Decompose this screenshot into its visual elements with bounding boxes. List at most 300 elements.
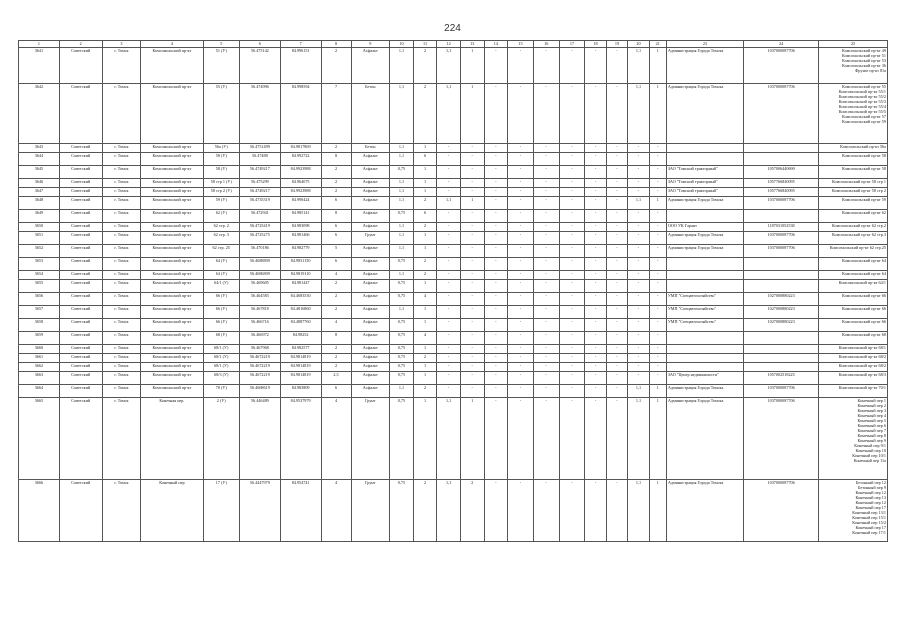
- owner-cell: [666, 271, 743, 280]
- table-cell: 3662: [19, 363, 60, 372]
- table-cell: 1037000087706: [744, 84, 819, 144]
- table-cell: -: [484, 372, 508, 385]
- table-cell: -: [437, 385, 461, 398]
- table-cell: Асфальт: [351, 48, 390, 84]
- table-cell: -: [460, 319, 484, 332]
- table-cell: Комсомольский пр-кт: [141, 210, 203, 223]
- table-cell: -: [606, 372, 627, 385]
- table-cell: 51 (У): [203, 48, 239, 84]
- table-cell: 62 стр. 3: [203, 232, 239, 245]
- table-cell: г. Томск: [102, 480, 141, 542]
- table-cell: 84.9923988: [280, 188, 321, 197]
- table-cell: -: [460, 210, 484, 223]
- owner-cell: Администрация Города Томска: [666, 84, 743, 144]
- table-cell: -: [585, 385, 606, 398]
- table-cell: г. Томск: [102, 210, 141, 223]
- table-cell: Комсомольский пр-кт: [141, 271, 203, 280]
- owner-cell: [666, 354, 743, 363]
- table-cell: -: [460, 372, 484, 385]
- table-cell: 1,1: [437, 197, 461, 210]
- table-cell: -: [484, 306, 508, 319]
- table-cell: -: [533, 166, 559, 179]
- table-cell: 84.981447: [280, 280, 321, 293]
- table-cell: г. Томск: [102, 166, 141, 179]
- table-cell: 84.9817869: [280, 144, 321, 153]
- table-cell: 56.4672219: [239, 363, 280, 372]
- table-cell: -: [559, 179, 585, 188]
- table-cell: 1,1: [390, 84, 414, 144]
- register-body: [19, 48, 888, 542]
- table-cell: 56.4751499: [239, 144, 280, 153]
- table-cell: 1037000087706: [744, 48, 819, 84]
- table-cell: 3648: [19, 197, 60, 210]
- table-cell: Асфальт: [351, 372, 390, 385]
- table-cell: -: [606, 398, 627, 480]
- table-cell: 1057002518225: [744, 372, 819, 385]
- table-cell: Комсомольский пр-кт: [141, 188, 203, 197]
- table-cell: 56.446489: [239, 398, 280, 480]
- table-cell: Комсомольский пр-кт: [141, 84, 203, 144]
- table-cell: -: [559, 166, 585, 179]
- table-cell: -: [606, 306, 627, 319]
- table-cell: 0,75: [390, 372, 414, 385]
- table-cell: 1: [413, 306, 437, 319]
- table-cell: Советский: [59, 188, 102, 197]
- table-cell: 2: [321, 363, 351, 372]
- table-cell: 1037000087706: [744, 197, 819, 210]
- table-cell: -: [585, 179, 606, 188]
- table-cell: -: [628, 271, 649, 280]
- table-cell: 56.470186: [239, 245, 280, 258]
- table-cell: -: [628, 245, 649, 258]
- table-cell: -: [628, 293, 649, 306]
- table-cell: -: [460, 166, 484, 179]
- table-row: [19, 210, 888, 223]
- table-cell: 2: [460, 480, 484, 542]
- table-cell: -: [533, 480, 559, 542]
- table-cell: Асфальт: [351, 345, 390, 354]
- table-cell: -: [484, 319, 508, 332]
- table-cell: 7: [321, 84, 351, 144]
- table-cell: -: [484, 48, 508, 84]
- table-cell: -: [508, 188, 534, 197]
- table-cell: 0,75: [390, 280, 414, 293]
- table-cell: 1027000880223: [744, 306, 819, 319]
- table-cell: 1: [413, 398, 437, 480]
- address-line: Конечный пер 2: [857, 403, 886, 408]
- table-cell: Асфальт: [351, 271, 390, 280]
- table-cell: -: [628, 280, 649, 293]
- table-cell: Асфальт: [351, 188, 390, 197]
- table-cell: -: [606, 48, 627, 84]
- table-cell: -: [508, 372, 534, 385]
- owner-cell: ЗАО "Томский тракторный": [666, 188, 743, 197]
- table-cell: Советский: [59, 197, 102, 210]
- table-cell: -: [508, 354, 534, 363]
- table-cell: -: [508, 271, 534, 280]
- table-cell: 2: [413, 48, 437, 84]
- table-cell: Советский: [59, 223, 102, 232]
- table-cell: -: [437, 332, 461, 345]
- table-cell: -: [437, 354, 461, 363]
- table-row: [19, 48, 888, 84]
- owner-cell: Администрация Города Томска: [666, 197, 743, 210]
- table-cell: 56.4749217: [239, 166, 280, 179]
- table-cell: 0,75: [390, 354, 414, 363]
- table-cell: 84.983809: [280, 385, 321, 398]
- address-list-cell: [819, 232, 888, 245]
- table-cell: -: [508, 144, 534, 153]
- table-cell: Асфальт: [351, 210, 390, 223]
- table-cell: -: [585, 166, 606, 179]
- table-cell: 1: [460, 84, 484, 144]
- table-cell: Комсомольский пр-кт: [141, 153, 203, 166]
- table-cell: 1,1: [390, 232, 414, 245]
- table-cell: -: [437, 144, 461, 153]
- table-cell: Комсомольский пр-кт: [141, 179, 203, 188]
- address-line: Комсомольский пр-кт 59: [841, 119, 886, 124]
- address-line: Комсомольский пр-кт 68/1: [838, 345, 886, 350]
- table-cell: -: [628, 188, 649, 197]
- table-cell: -: [437, 280, 461, 293]
- table-row: [19, 232, 888, 245]
- table-cell: 1: [649, 84, 666, 144]
- table-cell: -: [437, 166, 461, 179]
- table-cell: 2: [321, 293, 351, 306]
- table-cell: 3657: [19, 306, 60, 319]
- address-line: Комсомольский пр-кт 70/1: [838, 385, 886, 390]
- address-line: Комсомольский пр-кт 53: [841, 58, 886, 63]
- table-cell: -: [484, 210, 508, 223]
- table-cell: 1: [649, 197, 666, 210]
- address-line: Комсомольский пр-кт 51: [841, 53, 886, 58]
- address-list-cell: [819, 48, 888, 84]
- table-cell: Советский: [59, 372, 102, 385]
- address-line: Комсомольский пр-кт 64/1: [838, 280, 886, 285]
- table-cell: г. Томск: [102, 398, 141, 480]
- column-header: 14: [484, 41, 508, 48]
- table-cell: -: [585, 197, 606, 210]
- table-cell: 1: [413, 345, 437, 354]
- table-cell: 2: [413, 385, 437, 398]
- table-cell: -: [559, 332, 585, 345]
- address-line: Конечный пер 17: [855, 525, 886, 530]
- table-cell: -: [649, 306, 666, 319]
- table-cell: -: [585, 210, 606, 223]
- table-cell: 84.964075: [280, 179, 321, 188]
- table-cell: -: [533, 354, 559, 363]
- address-line: Фрунзе пр-кт 81а: [855, 68, 886, 73]
- table-cell: -: [484, 280, 508, 293]
- table-cell: 1: [649, 48, 666, 84]
- address-line: Комсомольский пр-кт 68/2: [838, 363, 886, 368]
- address-line: Комсомольский пр-кт 49: [841, 48, 886, 53]
- table-cell: Асфальт: [351, 197, 390, 210]
- address-list-cell: [819, 188, 888, 197]
- table-cell: -: [606, 144, 627, 153]
- address-line: Комсомольский пр-кт 62 стр.25: [829, 245, 886, 250]
- table-cell: Асфальт: [351, 332, 390, 345]
- table-cell: 84.992722: [280, 153, 321, 166]
- table-cell: -: [649, 354, 666, 363]
- address-list-cell: [819, 385, 888, 398]
- table-cell: -: [559, 398, 585, 480]
- table-cell: 3641: [19, 48, 60, 84]
- table-cell: -: [484, 363, 508, 372]
- address-list-cell: [819, 280, 888, 293]
- table-cell: [744, 144, 819, 153]
- table-cell: 2: [321, 166, 351, 179]
- table-cell: -: [437, 363, 461, 372]
- table-cell: 1: [413, 319, 437, 332]
- table-cell: 1,1: [390, 306, 414, 319]
- table-cell: -: [559, 144, 585, 153]
- table-cell: 84.4683530: [280, 293, 321, 306]
- table-cell: Комсомольский пр-кт: [141, 144, 203, 153]
- table-cell: -: [508, 223, 534, 232]
- table-cell: -: [533, 345, 559, 354]
- address-list-cell: [819, 258, 888, 271]
- table-cell: Асфальт: [351, 258, 390, 271]
- table-cell: Советский: [59, 319, 102, 332]
- table-cell: -: [628, 144, 649, 153]
- table-cell: -: [437, 232, 461, 245]
- table-cell: 58 (У): [203, 166, 239, 179]
- column-header: 17: [559, 41, 585, 48]
- table-row: [19, 258, 888, 271]
- address-list-cell: [819, 84, 888, 144]
- table-cell: г. Томск: [102, 293, 141, 306]
- address-list-cell: [819, 319, 888, 332]
- table-cell: 0,75: [390, 319, 414, 332]
- address-line: Комсомольский пр-кт 58: [841, 153, 886, 158]
- table-cell: Асфальт: [351, 280, 390, 293]
- table-cell: -: [649, 319, 666, 332]
- owner-cell: [666, 345, 743, 354]
- table-cell: 8: [321, 332, 351, 345]
- table-cell: -: [606, 166, 627, 179]
- table-cell: -: [508, 293, 534, 306]
- table-cell: -: [460, 179, 484, 188]
- table-cell: -: [460, 345, 484, 354]
- table-cell: 1: [460, 48, 484, 84]
- table-cell: 3666: [19, 480, 60, 542]
- table-cell: -: [460, 306, 484, 319]
- table-cell: -: [559, 293, 585, 306]
- table-cell: -: [559, 232, 585, 245]
- address-line: Конечный пер 17: [855, 505, 886, 510]
- owner-cell: [666, 363, 743, 372]
- table-cell: [744, 332, 819, 345]
- address-line: Конечный пер 8: [857, 433, 886, 438]
- table-cell: -: [649, 232, 666, 245]
- address-line: Конечный пер 13/1: [852, 510, 886, 515]
- table-cell: -: [606, 153, 627, 166]
- table-cell: -: [606, 197, 627, 210]
- table-cell: [744, 210, 819, 223]
- table-cell: Грунт: [351, 232, 390, 245]
- table-cell: 2: [321, 188, 351, 197]
- table-cell: 84.9537979: [280, 398, 321, 480]
- table-cell: 4: [321, 319, 351, 332]
- table-cell: -: [628, 232, 649, 245]
- table-cell: 6: [321, 223, 351, 232]
- table-cell: 3663: [19, 372, 60, 385]
- table-cell: 56.4735319: [239, 197, 280, 210]
- owner-cell: Администрация Города Томска: [666, 480, 743, 542]
- table-row: [19, 188, 888, 197]
- table-cell: -: [559, 48, 585, 84]
- table-cell: -: [484, 271, 508, 280]
- table-cell: 84.4816860: [280, 306, 321, 319]
- table-cell: 1,1: [437, 84, 461, 144]
- table-cell: 1037000087706: [744, 385, 819, 398]
- table-cell: 3665: [19, 398, 60, 480]
- table-cell: 0,75: [390, 293, 414, 306]
- owner-cell: УМП "Спецавтохозяйство": [666, 293, 743, 306]
- table-cell: -: [533, 197, 559, 210]
- table-cell: Комсомольский пр-кт: [141, 372, 203, 385]
- table-cell: -: [585, 332, 606, 345]
- table-cell: 3659: [19, 332, 60, 345]
- table-cell: -: [460, 332, 484, 345]
- table-cell: 56.475142: [239, 48, 280, 84]
- column-header: 8: [321, 41, 351, 48]
- table-cell: -: [585, 48, 606, 84]
- table-row: [19, 480, 888, 542]
- table-cell: -: [484, 258, 508, 271]
- table-cell: -: [585, 144, 606, 153]
- table-cell: -: [585, 345, 606, 354]
- table-cell: -: [460, 245, 484, 258]
- table-cell: 1,1: [628, 398, 649, 480]
- table-cell: г. Томск: [102, 332, 141, 345]
- table-cell: -: [606, 271, 627, 280]
- table-cell: -: [559, 245, 585, 258]
- owner-cell: Администрация Города Томска: [666, 232, 743, 245]
- table-cell: г. Томск: [102, 319, 141, 332]
- table-cell: 0,75: [390, 363, 414, 372]
- table-cell: 56.4447979: [239, 480, 280, 542]
- owner-cell: УМП "Спецавтохозяйство": [666, 306, 743, 319]
- address-line: Комсомольский пр-кт 58 стр 2: [831, 188, 886, 193]
- address-line: Конечный пер 9/1: [854, 443, 886, 448]
- table-cell: Грунт: [351, 398, 390, 480]
- table-cell: -: [533, 84, 559, 144]
- table-cell: г. Томск: [102, 258, 141, 271]
- table-cell: [744, 354, 819, 363]
- address-line: Комсомольский пр-кт 66: [841, 319, 886, 324]
- table-cell: -: [533, 385, 559, 398]
- table-cell: -: [460, 188, 484, 197]
- column-header: 4: [141, 41, 203, 48]
- table-cell: 0,75: [390, 398, 414, 480]
- table-cell: 84.981466: [280, 232, 321, 245]
- table-cell: -: [533, 48, 559, 84]
- table-cell: 2: [321, 306, 351, 319]
- table-cell: -: [649, 280, 666, 293]
- table-cell: 1,1: [437, 398, 461, 480]
- table-cell: -: [585, 232, 606, 245]
- table-cell: Советский: [59, 332, 102, 345]
- table-cell: -: [606, 293, 627, 306]
- table-cell: г. Томск: [102, 385, 141, 398]
- table-cell: 56.4725419: [239, 223, 280, 232]
- table-cell: Асфальт: [351, 363, 390, 372]
- table-cell: 3649: [19, 210, 60, 223]
- column-header: 19: [606, 41, 627, 48]
- table-cell: 84.9819110: [280, 271, 321, 280]
- address-list-cell: [819, 345, 888, 354]
- table-cell: 1,1: [390, 385, 414, 398]
- table-cell: -: [508, 480, 534, 542]
- table-cell: Советский: [59, 293, 102, 306]
- table-cell: -: [606, 354, 627, 363]
- owner-cell: [666, 280, 743, 293]
- address-line: Комсомольский пр-кт 56а: [840, 144, 886, 149]
- address-list-cell: [819, 271, 888, 280]
- table-cell: Асфальт: [351, 319, 390, 332]
- table-cell: 1,1: [437, 480, 461, 542]
- table-cell: -: [508, 197, 534, 210]
- table-cell: -: [606, 385, 627, 398]
- table-cell: -: [533, 153, 559, 166]
- table-cell: -: [628, 210, 649, 223]
- table-cell: -: [585, 293, 606, 306]
- table-row: [19, 271, 888, 280]
- table-cell: Асфальт: [351, 153, 390, 166]
- column-header: 23: [666, 41, 743, 48]
- table-cell: 1: [413, 363, 437, 372]
- address-line: Комсомольский пр-кт 62 стр.3: [831, 232, 886, 237]
- table-cell: -: [484, 179, 508, 188]
- table-cell: -: [606, 84, 627, 144]
- table-cell: -: [533, 280, 559, 293]
- column-header: 16: [533, 41, 559, 48]
- table-cell: 58 стр 1 (У): [203, 179, 239, 188]
- table-cell: -: [437, 245, 461, 258]
- table-cell: -: [460, 385, 484, 398]
- table-cell: Конечный пер: [141, 480, 203, 542]
- table-cell: -: [484, 480, 508, 542]
- owner-cell: [666, 210, 743, 223]
- table-cell: Комсомольский пр-кт: [141, 48, 203, 84]
- table-row: [19, 372, 888, 385]
- table-cell: -: [559, 354, 585, 363]
- table-cell: -: [437, 293, 461, 306]
- table-cell: -: [585, 398, 606, 480]
- table-cell: Советский: [59, 144, 102, 153]
- column-header: 25: [819, 41, 888, 48]
- column-header: 12: [437, 41, 461, 48]
- column-header: 10: [390, 41, 414, 48]
- table-row: [19, 144, 888, 153]
- owner-cell: Администрация Города Томска: [666, 398, 743, 480]
- table-cell: -: [484, 293, 508, 306]
- table-cell: -: [533, 319, 559, 332]
- table-cell: Асфальт: [351, 293, 390, 306]
- address-list-cell: [819, 245, 888, 258]
- address-line: Бетонный пер 9: [857, 485, 886, 490]
- owner-cell: Администрация Города Томска: [666, 48, 743, 84]
- table-cell: -: [484, 354, 508, 363]
- table-cell: -: [649, 166, 666, 179]
- table-cell: Советский: [59, 232, 102, 245]
- table-row: [19, 280, 888, 293]
- address-line: Бетонный пер 12: [855, 480, 886, 485]
- address-line: Комсомольский пр-кт 68: [841, 332, 886, 337]
- table-cell: Асфальт: [351, 385, 390, 398]
